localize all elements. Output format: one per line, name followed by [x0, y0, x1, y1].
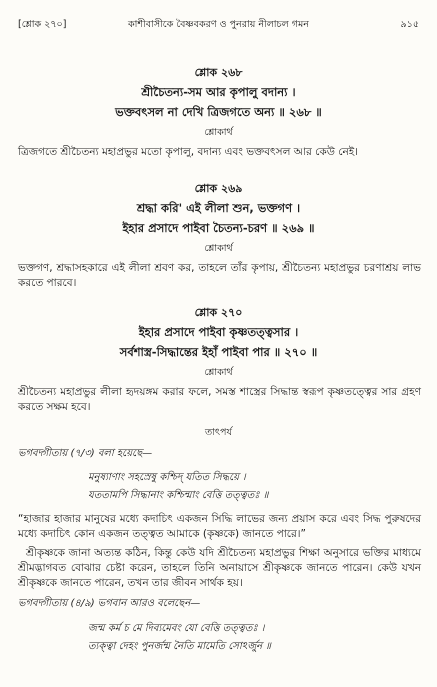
purport-intro: ভগবদ্গীতায় (৭/৩) বলা হয়েছে— — [18, 448, 153, 459]
running-header — [18, 18, 419, 34]
purport-intro: ভগবদ্গীতায় (৪/৯) ভগবান আরও বলেছেন— — [18, 598, 201, 609]
verse-heading: শ্লোক ২৬৮ — [194, 66, 243, 79]
purport-paragraph: শ্রীকৃষ্ণকে জানা অত্যন্ত কঠিন, কিন্তু কেউ যদি শ্রীচৈতন্য মহাপ্রভুর শিক্ষা অনুসারে ভক্তির মাধ্যমে শ্রীমদ্ভাগবত বোঝার চেষ্টা করেন, তাহলে তিনি অনায়াসে শ্রীকৃষ্ণকে জানতে পারেন। কেউ যখন শ্রীকৃষ্ণকে জানতে পারেন, তখন তার জীবন সার্থক হয়। — [18, 547, 421, 589]
verse-line: ইহার প্রসাদে পাইবা চৈতন্য-চরণ ॥ ২৬৯ ॥ — [122, 221, 315, 235]
translation-heading: শ্লোকার্থ — [204, 367, 233, 378]
purport-paragraph: “হাজার হাজার মানুষের মধ্যে কদাচিৎ একজন সিদ্ধি লাভের জন্য প্রয়াস করে এবং সিদ্ধ পুরুষদের মধ্যে কদাচিৎ কোন একজন তত্ত্বত আমাকে (কৃষ্ণকে) জানতে পারে।” — [18, 513, 421, 540]
translation-heading: শ্লোকার্থ — [204, 243, 233, 254]
scripture-quote: ত্যক্ত্বা দেহং পুনর্জন্ম নৈতি মামেতি সোঽর্জুন ॥ — [88, 641, 271, 652]
translation-heading: শ্লোকার্থ — [204, 127, 233, 138]
header-chapter-title: কাশীবাসীকে বৈষ্ণবকরণ ও পুনরায় নীলাচল গমন — [128, 19, 309, 30]
verse-heading: শ্লোক ২৬৯ — [194, 182, 243, 195]
verse-line: ইহার প্রসাদে পাইবা কৃষ্ণতত্ত্বসার । — [138, 325, 299, 339]
verse-line: শ্রদ্ধা করি' এই লীলা শুন, ভক্তগণ । — [136, 201, 301, 215]
verse-heading: শ্লোক ২৭০ — [194, 306, 243, 319]
scripture-quote: জন্ম কর্ম চ মে দিব্যমেবং যো বেত্তি তত্ত্বতঃ । — [88, 623, 265, 634]
translation-text: শ্রীচৈতন্য মহাপ্রভুর লীলা হৃদয়ঙ্গম করার ফলে, সমস্ত শাস্ত্রের সিদ্ধান্ত স্বরূপ কৃষ্ণতত্ত্বের সার গ্রহণ করতে সক্ষম হবে। — [18, 386, 421, 413]
header-verse-ref: [শ্লোক ২৭০] — [18, 19, 67, 30]
verse-line: শ্রীচৈতন্য-সম আর কৃপালু বদান্য । — [141, 85, 296, 99]
verse-line: ভক্তবৎসল না দেখি ত্রিজগতে অন্য ॥ ২৬৮ ॥ — [115, 105, 322, 119]
page-number: ৯১৫ — [400, 19, 419, 30]
scripture-quote: যততামপি সিদ্ধানাং কশ্চিন্মাং বেত্তি তত্ত্বতঃ ॥ — [88, 490, 269, 501]
purport-heading: তাৎপর্য — [205, 427, 232, 438]
translation-text: ভক্তগণ, শ্রদ্ধাসহকারে এই লীলা শ্রবণ কর, তাহলে তাঁর কৃপায়, শ্রীচৈতন্য মহাপ্রভুর চরণাশ্রয় লাভ করতে পারবে। — [18, 262, 421, 289]
scripture-quote: মনুষ্যাণাং সহস্রেষু কশ্চিদ্ যতিত সিদ্ধয়ে । — [88, 472, 246, 483]
translation-text: ত্রিজগতে শ্রীচৈতন্য মহাপ্রভুর মতো কৃপালু, বদান্য এবং ভক্তবৎসল আর কেউ নেই। — [18, 146, 358, 158]
verse-line: সর্বশাস্ত্র-সিদ্ধান্তের ইহাঁ পাইবা পার ॥ ২৭০ ॥ — [119, 345, 318, 359]
